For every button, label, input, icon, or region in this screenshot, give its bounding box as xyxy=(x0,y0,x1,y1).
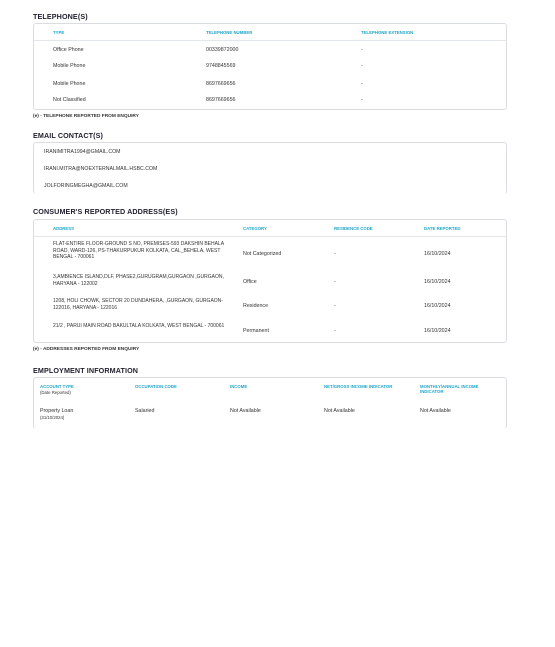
employment-table xyxy=(33,377,507,429)
phone-number: 00339872000 xyxy=(206,47,239,53)
employment-monthly-annual: Not Available xyxy=(420,408,451,414)
address-date: 16/10/2024 xyxy=(424,328,451,334)
employment-occupation: Salaried xyxy=(135,408,155,414)
address-category: Residence xyxy=(243,303,269,309)
phone-extension: - xyxy=(361,81,363,87)
email-item: IRANIMITRA1994@GMAIL.COM xyxy=(44,149,121,155)
employment-title: EMPLOYMENT INFORMATION xyxy=(33,366,139,375)
col-header-number: TELEPHONE NUMBER xyxy=(206,30,253,35)
telephones-note: (e) - TELEPHONE REPORTED FROM ENQUIRY xyxy=(33,114,139,119)
employment-date: (31/10/2024) xyxy=(40,415,65,420)
employment-net-gross: Not Available xyxy=(324,408,355,414)
phone-type: Mobile Phone xyxy=(53,81,86,87)
col-header-monthly-annual: MONTHLY/ANNUAL INCOME INDICATOR xyxy=(420,384,479,394)
phone-number: 9748845569 xyxy=(206,63,236,69)
phone-extension: - xyxy=(361,63,363,69)
emails-title: EMAIL CONTACT(S) xyxy=(33,131,104,140)
col-header-date-reported: DATE REPORTED xyxy=(424,226,461,231)
email-item: JOLFORINGMEGHA@GMAIL.COM xyxy=(44,183,128,189)
header-divider xyxy=(34,40,506,41)
phone-type: Not Classified xyxy=(53,97,86,103)
address-category: Permanent xyxy=(243,328,269,334)
email-item: IRANI.MITRA@NOEXTERNALMAIL.HSBC.COM xyxy=(44,166,158,172)
telephones-title: TELEPHONE(S) xyxy=(33,12,88,21)
col-header-residence-code: RESIDENCE CODE xyxy=(334,226,373,231)
address-date: 16/10/2024 xyxy=(424,303,451,309)
col-header-type: TYPE xyxy=(53,30,65,35)
col-header-date-reported: (Date Reported) xyxy=(40,390,71,395)
addresses-title: CONSUMER'S REPORTED ADDRESS(ES) xyxy=(33,207,178,216)
phone-number: 8697669656 xyxy=(206,97,236,103)
telephones-table xyxy=(33,23,507,110)
phone-type: Office Phone xyxy=(53,47,84,53)
col-header-net-gross: NET/GROSS INCOME INDICATOR xyxy=(324,384,393,389)
col-header-category: CATEGORY xyxy=(243,226,267,231)
address-residence-code: - xyxy=(334,303,336,309)
phone-number: 8697669656 xyxy=(206,81,236,87)
address-text: 1208, HOLI CHOWK, SECTOR 20 DUNDAHERA, ,GURGAON, GURGAON-122016, HARYANA - 122016 xyxy=(53,298,223,311)
address-category: Office xyxy=(243,279,257,285)
address-text: 3,AMBIENCE ISLAND,DLF, PHASE2,GURUGRAM,GURGAON ,GURGAON, HARYANA - 122002 xyxy=(53,274,224,287)
emails-box xyxy=(33,142,507,194)
col-header-occupation: OCCUPATION CODE xyxy=(135,384,177,389)
address-residence-code: - xyxy=(334,328,336,334)
header-divider xyxy=(34,236,506,237)
col-header-income: INCOME xyxy=(230,384,248,389)
phone-extension: - xyxy=(361,47,363,53)
addresses-table xyxy=(33,219,507,343)
phone-extension: - xyxy=(361,97,363,103)
address-date: 16/10/2024 xyxy=(424,279,451,285)
address-date: 16/10/2024 xyxy=(424,251,451,257)
col-header-extension: TELEPHONE EXTENSION xyxy=(361,30,414,35)
addresses-note: (e) - ADDRESSES REPORTED FROM ENQUIRY xyxy=(33,347,140,352)
employment-income: Not Available xyxy=(230,408,261,414)
address-category: Not Categorized xyxy=(243,251,282,257)
address-text: FLAT-ENTIRE FLOOR-GROUND S NO, PREMISES-593 DAKSHIN BEHALA ROAD, WARD-126, PS-THAKURPUKUR KOLKATA, CAL_BEHELA, WEST BENGAL - 700061 xyxy=(53,241,224,260)
col-header-account-type: ACCOUNT TYPE xyxy=(40,384,74,389)
address-residence-code: - xyxy=(334,251,336,257)
col-header-address: ADDRESS xyxy=(53,226,75,231)
employment-account-type: Property Loan xyxy=(40,408,74,414)
address-text: 21/2 , PARUI MAIN ROAD BAKULTALA KOLKATA, WEST BENGAL - 700061 xyxy=(53,323,225,329)
address-residence-code: - xyxy=(334,279,336,285)
phone-type: Mobile Phone xyxy=(53,63,86,69)
